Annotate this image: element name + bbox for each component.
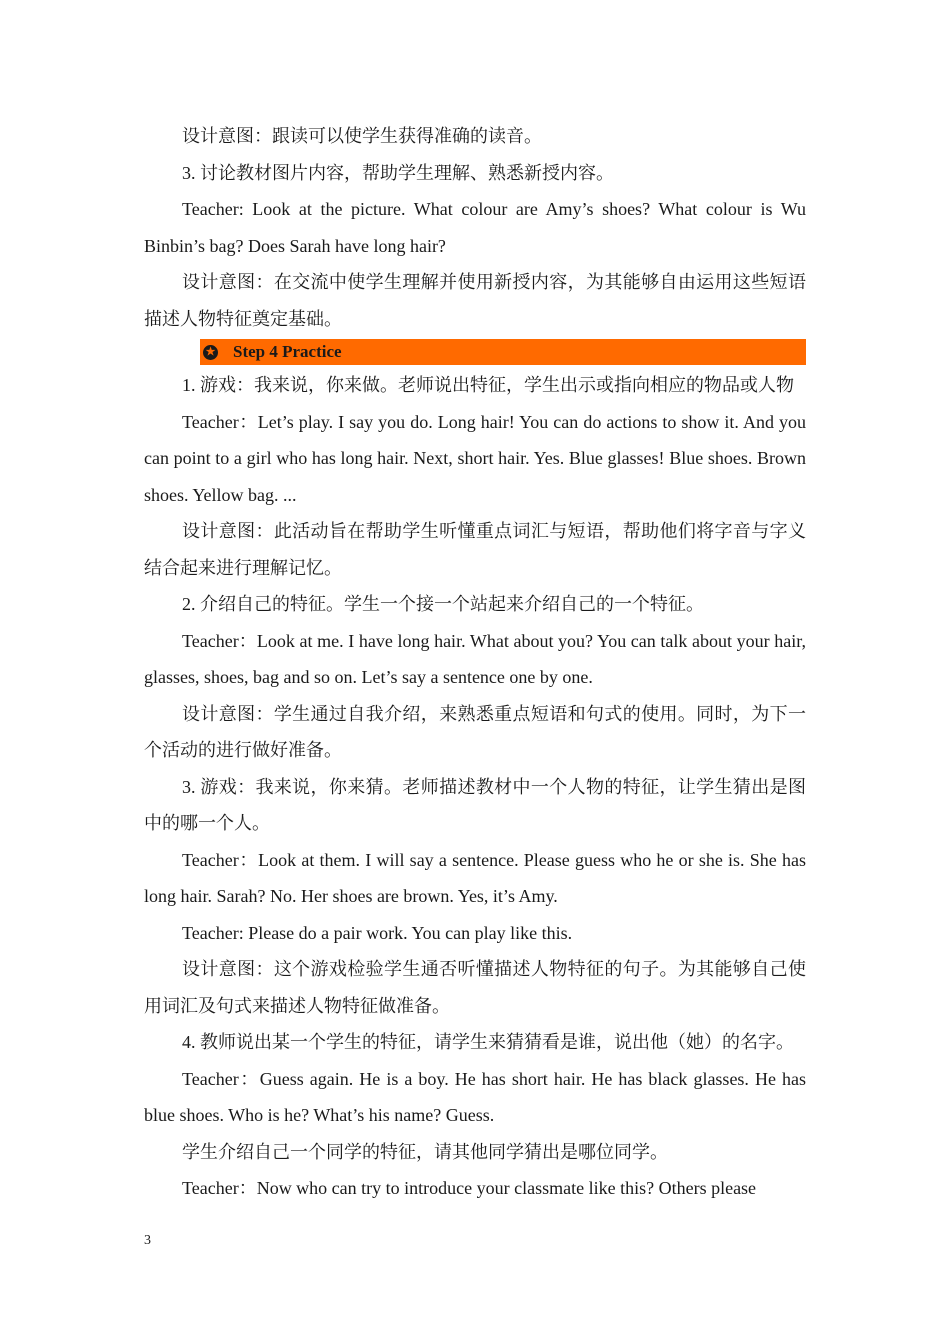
paragraph-design-intent-3: 设计意图：此活动旨在帮助学生听懂重点词汇与短语，帮助他们将字音与字义结合起来进行理解记忆。 [144,521,806,578]
paragraph-teacher-pair-work: Teacher: Please do a pair work. You can play like this. [182,922,573,943]
paragraph-item-4-guess: 4. 教师说出某一个学生的特征，请学生来猜猜看是谁，说出他（她）的名字。 [182,1032,794,1052]
paragraph-teacher-now-who: Teacher：Now who can try to introduce your classmate like this? Others please [182,1178,757,1198]
document-body [144,118,806,1207]
paragraph-item-3-discuss: 3. 讨论教材图片内容，帮助学生理解、熟悉新授内容。 [182,162,614,183]
paragraph-teacher-look-at-them: Teacher：Look at them. I will say a sentence. Please guess who he or she is. She has long hair. Sarah? No. Her shoes are brown. Yes, it’s Amy. [144,849,806,906]
page-number: 3 [144,1233,151,1248]
paragraph-students-introduce: 学生介绍自己一个同学的特征，请其他同学猜出是哪位同学。 [182,1141,668,1162]
section-heading-step-4 [200,339,806,365]
paragraph-design-intent-1: 设计意图：跟读可以使学生获得准确的读音。 [182,126,542,146]
paragraph-teacher-guess-again: Teacher：Guess again. He is a boy. He has short hair. He has black glasses. He has blue shoes. Who is he? What’s his name? Guess. [144,1068,806,1125]
paragraph-teacher-lets-play: Teacher：Let’s play. I say you do. Long hair! You can do actions to show it. And you can point to a girl who has long hair. Next, short hair. Yes. Blue glasses! Blue shoes. Brown shoes. Yellow bag. ... [144,411,806,505]
paragraph-design-intent-2: 设计意图：在交流中使学生理解并使用新授内容，为其能够自由运用这些短语描述人物特征奠定基础。 [144,272,806,329]
paragraph-item-2-introduce: 2. 介绍自己的特征。学生一个接一个站起来介绍自己的一个特征。 [182,594,704,614]
paragraph-game-3: 3. 游戏：我来说，你来猜。老师描述教材中一个人物的特征，让学生猜出是图中的哪一个人。 [144,776,806,833]
star-circle-icon: ★ [203,345,218,360]
paragraph-game-1: 1. 游戏：我来说，你来做。老师说出特征，学生出示或指向相应的物品或人物 [182,375,794,395]
paragraph-design-intent-5: 设计意图：这个游戏检验学生通否听懂描述人物特征的句子。为其能够自己使用词汇及句式来描述人物特征做准备。 [144,959,806,1016]
section-heading-label: Step 4 Practice [233,342,342,361]
paragraph-teacher-look-at-me: Teacher：Look at me. I have long hair. What about you? You can talk about your hair, glasses, shoes, bag and so on. Let’s say a sentence one by one. [144,630,806,687]
paragraph-design-intent-4: 设计意图：学生通过自我介绍，来熟悉重点短语和句式的使用。同时，为下一个活动的进行做好准备。 [144,703,806,760]
paragraph-teacher-picture: Teacher: Look at the picture. What colour are Amy’s shoes? What colour is Wu Binbin’s bag? Does Sarah have long hair? [144,199,806,256]
